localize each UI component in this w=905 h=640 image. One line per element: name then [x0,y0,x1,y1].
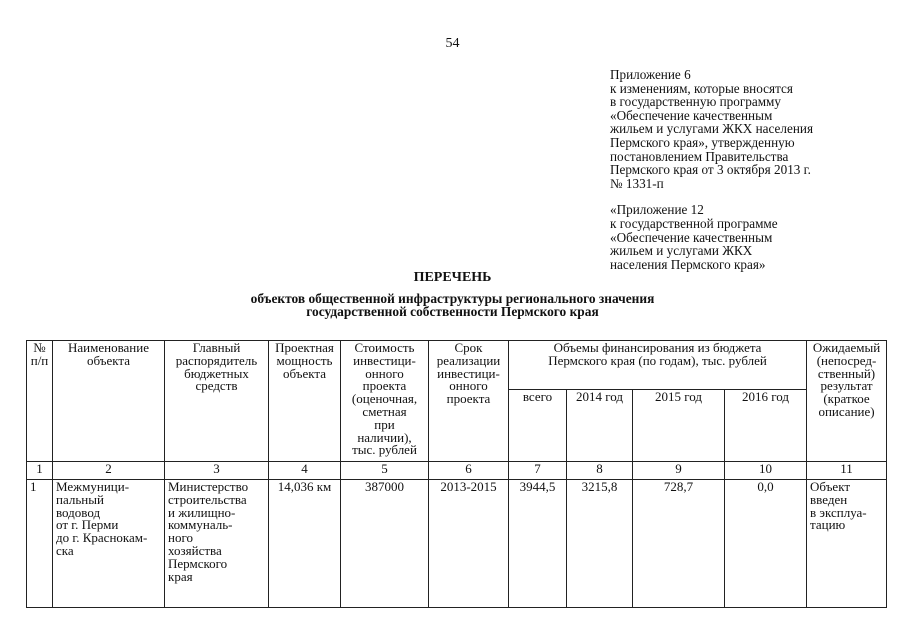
cell-capacity: 14,036 км [269,480,341,608]
header-cost: Стоимость инвестици- онного проекта (оценочная, сметная при наличии), тыс. рублей [341,341,429,462]
appendix-line: № 1331-п [610,175,664,191]
cell-2016: 0,0 [725,480,807,608]
header-period: Срок реализации инвестици- онного проекта [429,341,509,462]
column-number: 8 [567,462,633,480]
cell-2014: 3215,8 [567,480,633,608]
header-financing: Объемы финансирования из бюджета Пермского края (по годам), тыс. рублей [509,341,807,390]
header-capacity: Проектная мощность объекта [269,341,341,462]
subtitle-line: объектов общественной инфраструктуры регионального значения [250,291,655,306]
cell-result: Объект введен в эксплуа- тацию [807,480,887,608]
cell-cost: 387000 [341,480,429,608]
column-number: 4 [269,462,341,480]
cell-2015: 728,7 [633,480,725,608]
appendix-line: постановлением Правительства [610,148,789,164]
header-2016: 2016 год [725,390,807,462]
appendix-line: Пермского края», утвержденную [610,134,795,150]
header-total: всего [509,390,567,462]
column-number: 6 [429,462,509,480]
subtitle-line: государственной собственности Пермского края [306,304,599,319]
column-number: 5 [341,462,429,480]
appendix-line: «Обеспечение качественным [610,107,773,123]
header-num: № п/п [27,341,53,462]
table-row [27,480,887,608]
column-number: 1 [27,462,53,480]
header-manager: Главный распорядитель бюджетных средств [165,341,269,462]
header-2015: 2015 год [633,390,725,462]
appendix-line: населения Пермского края» [610,256,766,272]
cell-total: 3944,5 [509,480,567,608]
cell-num: 1 [27,480,53,608]
cell-manager: Министерство строительства и жилищно- коммуналь- ного хозяйства Пермского края [165,480,269,608]
header-name: Наименование объекта [53,341,165,462]
appendix-line: к государственной программе [610,215,778,231]
appendix-line: жильем и услугами ЖКХ населения [610,121,814,137]
objects-table [26,340,887,608]
document-title: ПЕРЕЧЕНЬ [413,270,492,285]
appendix-line: жильем и услугами ЖКХ [610,243,753,259]
appendix-line: Пермского края от 3 октября 2013 г. [610,162,811,178]
header-result: Ожидаемый (непосред- ственный) результат (краткое описание) [807,341,887,462]
document-subtitle [0,292,905,318]
cell-period: 2013-2015 [429,480,509,608]
header-2014: 2014 год [567,390,633,462]
appendix-line: к изменениям, которые вносятся [610,80,793,96]
appendix-line: Приложение 6 [610,67,691,82]
column-number: 7 [509,462,567,480]
column-number: 2 [53,462,165,480]
appendix-note [610,68,900,271]
appendix-line: «Обеспечение качественным [610,229,773,245]
column-number: 3 [165,462,269,480]
column-number: 10 [725,462,807,480]
column-number: 9 [633,462,725,480]
column-number: 11 [807,462,887,480]
appendix-line: «Приложение 12 [610,202,704,218]
page-number: 54 [445,36,460,51]
cell-name: Межмуници- пальный водовод от г. Перми до г. Краснокам- ска [53,480,165,608]
appendix-line: в государственную программу [610,94,781,110]
